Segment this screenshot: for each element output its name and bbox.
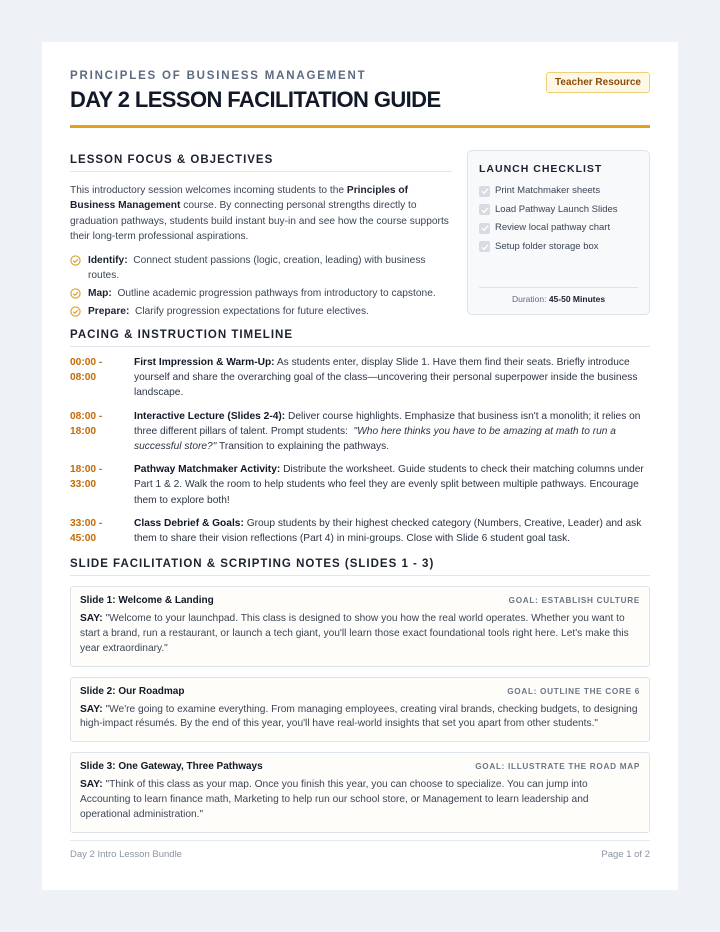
intro-text-pre: This introductory session welcomes incoming students to the — [70, 185, 345, 196]
checklist-item — [479, 219, 638, 238]
checkbox-checked-icon[interactable] — [479, 186, 490, 197]
timeline-row — [70, 516, 650, 546]
checklist-item — [479, 201, 638, 220]
slide-note-title: Slide 1: Welcome & Landing — [80, 595, 214, 607]
section-heading-focus: LESSON FOCUS & OBJECTIVES — [70, 154, 452, 172]
timeline-time — [70, 409, 120, 439]
duration-label: Duration: — [511, 294, 547, 304]
section-heading-timeline: PACING & INSTRUCTION TIMELINE — [70, 329, 650, 347]
slide-note-card — [70, 586, 650, 666]
page-footer — [70, 840, 650, 860]
timeline-text: Group students by their highest checked category (Numbers, Creative, Leader) and ask them to share their vision reflections (Part 4) in mini-groups. Close with Slide 6 student goal task. — [134, 517, 642, 545]
time-end: 45:00 — [70, 533, 97, 545]
objective-item — [70, 253, 452, 283]
check-circle-icon — [70, 288, 81, 299]
script-text: "We're going to examine everything. From managing employees, creating viral brands, checking budgets, to designing high-impact résumés. By the end of this year, you'll have real-world insights that set you apart from other students." — [80, 703, 638, 730]
slide-note-goal: GOAL: ESTABLISH CULTURE — [508, 596, 640, 606]
timeline-text: As students enter, display Slide 1. Have them find their seats. Briefly introduce yourself and share the overarching goal of the class—uncovering their personal superpower inside the business landscape. — [134, 357, 638, 399]
time-end: 33:00 — [70, 479, 97, 491]
objective-label: Prepare: — [88, 306, 130, 318]
slide-note-card — [70, 677, 650, 743]
timeline-text-after: Transition to explaining the pathways. — [218, 441, 390, 453]
time-end: 18:00 — [70, 425, 97, 437]
timeline-title: Pathway Matchmaker Activity: — [134, 464, 281, 476]
checklist-item-label: Review local pathway chart — [495, 222, 611, 234]
timeline-quote: "Who here thinks you have to be amazing at math to run a successful store?" — [134, 425, 616, 453]
top-row — [70, 154, 650, 326]
time-start: 18:00 - — [70, 464, 103, 476]
slide-note-script — [80, 612, 640, 656]
section-heading-notes: SLIDE FACILITATION & SCRIPTING NOTES (SLIDES 1 - 3) — [70, 558, 650, 576]
slide-note-title: Slide 3: One Gateway, Three Pathways — [80, 761, 263, 773]
objectives-list — [70, 253, 452, 320]
document-page — [42, 42, 678, 890]
time-start: 33:00 - — [70, 517, 103, 529]
timeline-body — [134, 462, 650, 508]
timeline-title: First Impression & Warm-Up: — [134, 357, 275, 368]
slide-note-script — [80, 778, 640, 822]
document-header — [70, 70, 650, 154]
header-rule — [70, 125, 650, 128]
objective-label: Identify: — [88, 254, 128, 266]
slide-note-goal: GOAL: ILLUSTRATE THE ROAD MAP — [475, 762, 640, 772]
timeline-row — [70, 355, 650, 401]
objective-item — [70, 286, 452, 301]
objective-item — [70, 304, 452, 319]
timeline-body — [134, 409, 650, 455]
footer-bundle-name: Day 2 Intro Lesson Bundle — [70, 849, 182, 860]
slide-note-title: Slide 2: Our Roadmap — [80, 685, 185, 697]
check-circle-icon — [70, 306, 81, 317]
timeline-row — [70, 409, 650, 455]
checklist-item-label: Setup folder storage box — [495, 240, 599, 252]
objective-text: Clarify progression expectations for future electives. — [135, 306, 369, 318]
lesson-focus-section — [70, 154, 452, 322]
pacing-timeline-section — [70, 329, 650, 546]
checklist-heading: LAUNCH CHECKLIST — [479, 163, 603, 175]
timeline-text: Distribute the worksheet. Guide students to check their matching columns under Part 1 & 2. Walk the room to help students who feel they are evenly split between multiple pathways. Encourage them to explore both! — [134, 464, 644, 506]
timeline-row — [70, 462, 650, 508]
slide-notes-section — [70, 558, 650, 832]
timeline-title: Interactive Lecture (Slides 2-4): — [134, 410, 286, 422]
timeline-title: Class Debrief & Goals: — [134, 517, 244, 529]
course-name: PRINCIPLES OF BUSINESS MANAGEMENT — [70, 70, 367, 82]
objective-text: Connect student passions (logic, creation, leading) with business routes. — [88, 254, 426, 281]
time-start: 08:00 - — [70, 410, 103, 422]
script-text: "Think of this class as your map. Once you finish this year, you can choose to specialize. You can jump into Accounting to learn finance math, Marketing to help run our school store, or Management to learn leadership and operational administration." — [80, 779, 589, 820]
checkbox-checked-icon[interactable] — [479, 241, 490, 252]
objective-text: Outline academic progression pathways from introductory to capstone. — [117, 288, 436, 300]
say-label: SAY: — [80, 779, 103, 791]
script-text: "Welcome to your launchpad. This class is designed to show you how the real world operates. Whether you want to start a brand, run a restaurant, or launch a tech giant, you'll learn those exact foundational tools right here. Let's make this year extraordinary." — [80, 613, 629, 654]
time-end: 08:00 — [70, 372, 97, 384]
duration-value: 45-50 Minutes — [548, 294, 606, 304]
page-number: Page 1 of 2 — [601, 849, 650, 860]
timeline-time — [70, 355, 120, 385]
checklist-item — [479, 238, 638, 257]
intro-text-post: course. By connecting personal strengths directly to graduation pathways, students build instant buy-in and see how the course supports their long-term professional aspirations. — [70, 200, 449, 243]
say-label: SAY: — [80, 703, 103, 715]
objective-label: Map: — [88, 288, 112, 300]
timeline-text: Deliver course highlights. Emphasize that business isn't a monolith; it relies on three different pillars of talent. Prompt students: — [134, 410, 641, 437]
checklist-item-label: Print Matchmaker sheets — [495, 185, 601, 196]
timeline-time — [70, 516, 120, 546]
slide-note-card — [70, 752, 650, 832]
check-circle-icon — [70, 255, 81, 266]
intro-paragraph — [70, 183, 452, 245]
checklist-item-label: Load Pathway Launch Slides — [495, 203, 618, 215]
intro-course-name: Principles of Business Management — [70, 185, 409, 212]
launch-checklist — [467, 150, 650, 315]
timeline-time — [70, 462, 120, 492]
say-label: SAY: — [80, 613, 103, 625]
checklist-item — [479, 182, 638, 201]
slide-note-goal: GOAL: OUTLINE THE CORE 6 — [507, 686, 640, 696]
timeline-body — [134, 355, 650, 401]
checkbox-checked-icon[interactable] — [479, 223, 490, 234]
time-start: 00:00 - — [70, 357, 103, 368]
page-title: DAY 2 LESSON FACILITATION GUIDE — [70, 87, 441, 112]
slide-note-script — [80, 703, 640, 733]
checklist-duration — [479, 287, 638, 304]
teacher-resource-badge: Teacher Resource — [546, 72, 650, 93]
checkbox-checked-icon[interactable] — [479, 204, 490, 215]
timeline-body — [134, 516, 650, 546]
checklist-items — [479, 182, 638, 256]
